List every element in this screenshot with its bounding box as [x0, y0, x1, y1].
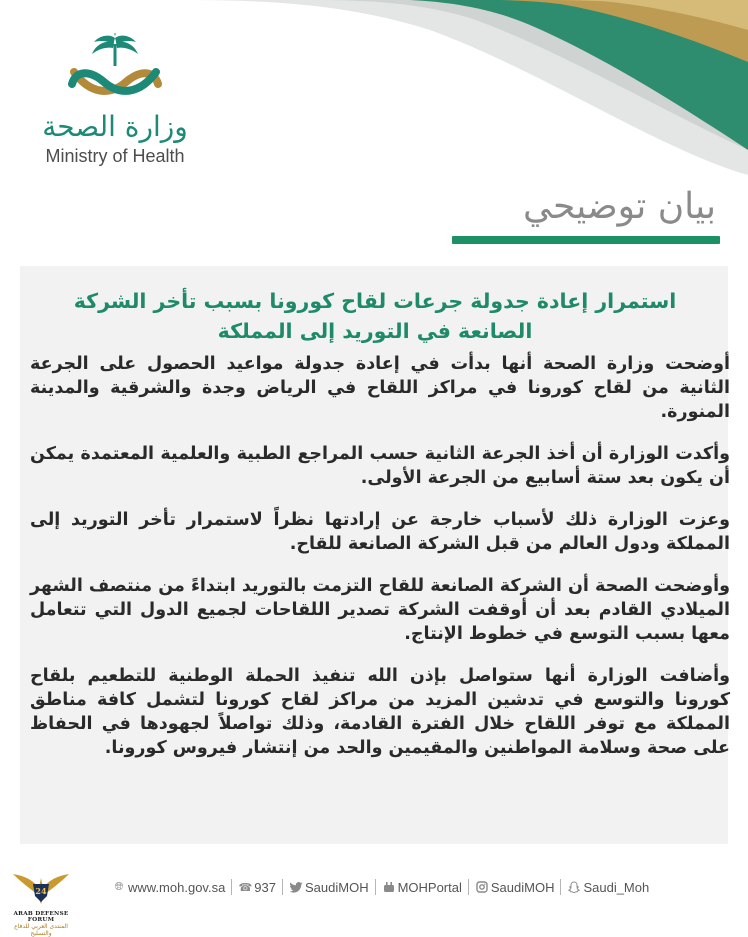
statement-title: بيان توضيحي [522, 186, 716, 227]
divider [468, 879, 469, 895]
logo-english-name: Ministry of Health [45, 146, 185, 166]
eagle-emblem-icon [11, 866, 71, 906]
instagram-icon [475, 881, 489, 893]
divider [375, 879, 376, 895]
statement-body [30, 352, 730, 778]
paragraph: وأضافت الوزارة أنها ستواصل بإذن الله تنفيذ الحملة الوطنية للتطعيم بلقاح كورونا والتوسع في تدشين المزيد من مراكز لقاح كورونا لتشمل كافة مناطق المملكة مع توفر اللقاح خلال الفترة القادمة، وذلك تواصلاً لجهودها في الحفاظ على صحة وسلامة المواطنين والمقيمين والحد من إنتشار فيروس كورونا. [30, 666, 730, 758]
forum-watermark [4, 866, 78, 937]
snapchat-text: Saudi_Moh [583, 879, 650, 895]
watermark-subtitle: المنتدى العربي للدفاع والتسليح [14, 923, 68, 937]
footer-contacts [112, 878, 649, 896]
moh-logo [30, 32, 200, 180]
paragraph: أوضحت وزارة الصحة أنها بدأت في إعادة جدولة مواعيد الحصول على الجرعة الثانية من لقاح كورونا في مراكز اللقاح في الرياض وجدة والشرقية والمدينة المنورة. [30, 354, 730, 422]
paragraph: وعزت الوزارة ذلك لأسباب خارجة عن إرادتها نظراً لاستمرار تأخر التوريد إلى المملكة ودول العالم من قبل الشركة الصانعة للقاح. [30, 510, 730, 554]
divider [231, 879, 232, 895]
footer-website[interactable] [112, 880, 225, 895]
divider [560, 879, 561, 895]
footer-instagram[interactable] [475, 880, 555, 895]
footer-phone[interactable] [238, 880, 276, 895]
website-text: www.moh.gov.sa [128, 879, 226, 895]
headline: استمرار إعادة جدولة جرعات لقاح كورونا بسبب تأخر الشركة الصانعة في التوريد إلى المملكة [73, 289, 677, 343]
twitter-icon [289, 882, 303, 893]
youtube-text: MOHPortal [397, 879, 462, 895]
title-underline [452, 236, 720, 244]
palm-tree-icon [60, 32, 170, 108]
snapchat-icon [567, 881, 581, 893]
globe-icon: 🌐︎ [114, 880, 124, 893]
phone-icon: ☎︎ [238, 881, 253, 894]
footer-youtube[interactable] [382, 880, 462, 895]
footer-snapchat[interactable] [567, 880, 649, 895]
paragraph: وأكدت الوزارة أن أخذ الجرعة الثانية حسب المراجع الطبية والعلمية المعتمدة يمكن أن يكون بعد ستة أسابيع من الجرعة الأولى. [30, 444, 730, 488]
watermark-title: ARAB DEFENSE FORUM [13, 911, 69, 923]
logo-arabic-name: وزارة الصحة [42, 110, 188, 143]
twitter-text: SaudiMOH [305, 879, 369, 895]
divider [282, 879, 283, 895]
svg-text:24: 24 [35, 886, 47, 896]
paragraph: وأوضحت الصحة أن الشركة الصانعة للقاح التزمت بالتوريد ابتداءً من منتصف الشهر الميلادي القادم بعد أن أوقفت الشركة تصدير اللقاحات لجميع الدول التي تتعامل معها بسبب التوسع في خطوط الإنتاج. [30, 576, 730, 644]
phone-text: 937 [254, 879, 276, 895]
instagram-text: SaudiMOH [490, 879, 555, 895]
footer-twitter[interactable] [289, 880, 369, 895]
youtube-icon [382, 881, 396, 893]
